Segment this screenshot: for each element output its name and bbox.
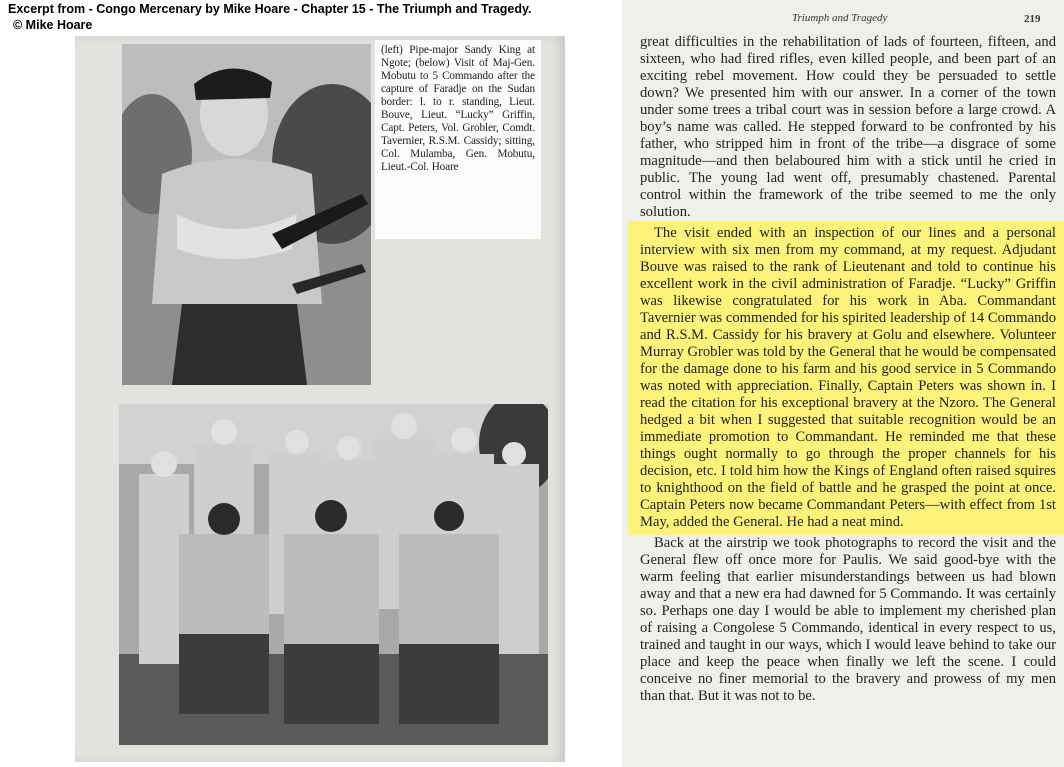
header-copyright: © Mike Hoare bbox=[13, 17, 93, 32]
paragraph-airstrip: Back at the airstrip we took photographs to record the visit and the General flew off once more for Paulis. We said good-bye with the warm feeling that earlier misunderstandings between us had blown away and that a new era had dawned for 5 Commando. It was certainly so. Perhaps one day I would be able to implement my cherished plan of raising a Congolese 5 Commando, identical in every respect to us, trained and taught in our ways, which I would leave behind to take our place and keep the peace when finally we left the scene. I could conceive no finer memorial to the bravery and prowess of my men than that. But it was not to be. bbox=[640, 535, 1056, 704]
page-text bbox=[640, 34, 1056, 705]
running-head: Triumph and Tragedy bbox=[792, 12, 888, 24]
paragraph-visit-ended: The visit ended with an inspection of our lines and a personal interview with six men from my command, at my request. Adjudant Bouve was raised to the rank of Lieutenant and told to continue his excellent work in the civil administration of Faradje. “Lucky” Griffin was likewise congratulated for his work in Aba. Commandant Tavernier was commended for his spirited leadership of 14 Commando and R.S.M. Cassidy for his bravery at Golu and elsewhere. Volunteer Murray Grobler was told by the General that he would be compensated for the damage done to his farm and his good service in 5 Commando was noted with appreciation. Finally, Captain Peters was shown in. I read the citation for his exceptional bravery at the Nzoro. The General hedged a bit when I suggested that suitable recognition would be an immediate promotion to Commandant. He reminded me that these things ought normally to go through the proper channels for his decision, etc. I told him how the Kings of England often raised squires to knighthood on the field of battle and he grasped the point at once. Captain Peters now became Commandant Peters—with effect from 1st May, added the General. He had a neat mind. bbox=[640, 225, 1056, 530]
photo-pipe-major bbox=[122, 44, 371, 385]
left-book-page bbox=[75, 36, 565, 762]
page-number: 219 bbox=[1024, 13, 1041, 25]
right-book-page bbox=[622, 0, 1064, 767]
paragraph-tribal-court: great difficulties in the rehabilitation of lads of fourteen, fifteen, and sixteen, who had fired rifles, even killed people, and been part of an exciting rebel movement. How could they be persuaded to settle down? We presented him with our answer. In a corner of the town under some trees a tribal court was in session before a large crowd. A boy’s name was called. He stepped forward to be confronted by his father, who stripped him in front of the tribe—a disgrace of some magnitude—and then belaboured him with a stick until he cried in public. The young lad went off, presumably chastened. Parental control within the framework of the tribe seemed to me the only solution. bbox=[640, 34, 1056, 220]
photo-pipe-major-illustration bbox=[122, 44, 371, 385]
highlighted-passage bbox=[628, 221, 1064, 535]
photo-group-mobutu-visit bbox=[119, 404, 548, 745]
excerpt-header bbox=[8, 2, 608, 33]
photo-caption: (left) Pipe-major Sandy King at Ngote; (below) Visit of Maj-Gen. Mobutu to 5 Commando after the capture of Faradje on the Sudan border: l. to r. standing, Lieut. Bouve, Lieut. “Lucky” Griffin, Capt. Peters, Vol. Grobler, Comdt. Tavernier, R.S.M. Cassidy; sitting, Col. Mulamba, Gen. Mobutu, Lieut.-Col. Hoare bbox=[375, 40, 541, 239]
header-title: Excerpt from - Congo Mercenary by Mike Hoare - Chapter 15 - The Triumph and Tragedy. bbox=[8, 2, 532, 16]
photo-group-illustration bbox=[119, 404, 548, 745]
